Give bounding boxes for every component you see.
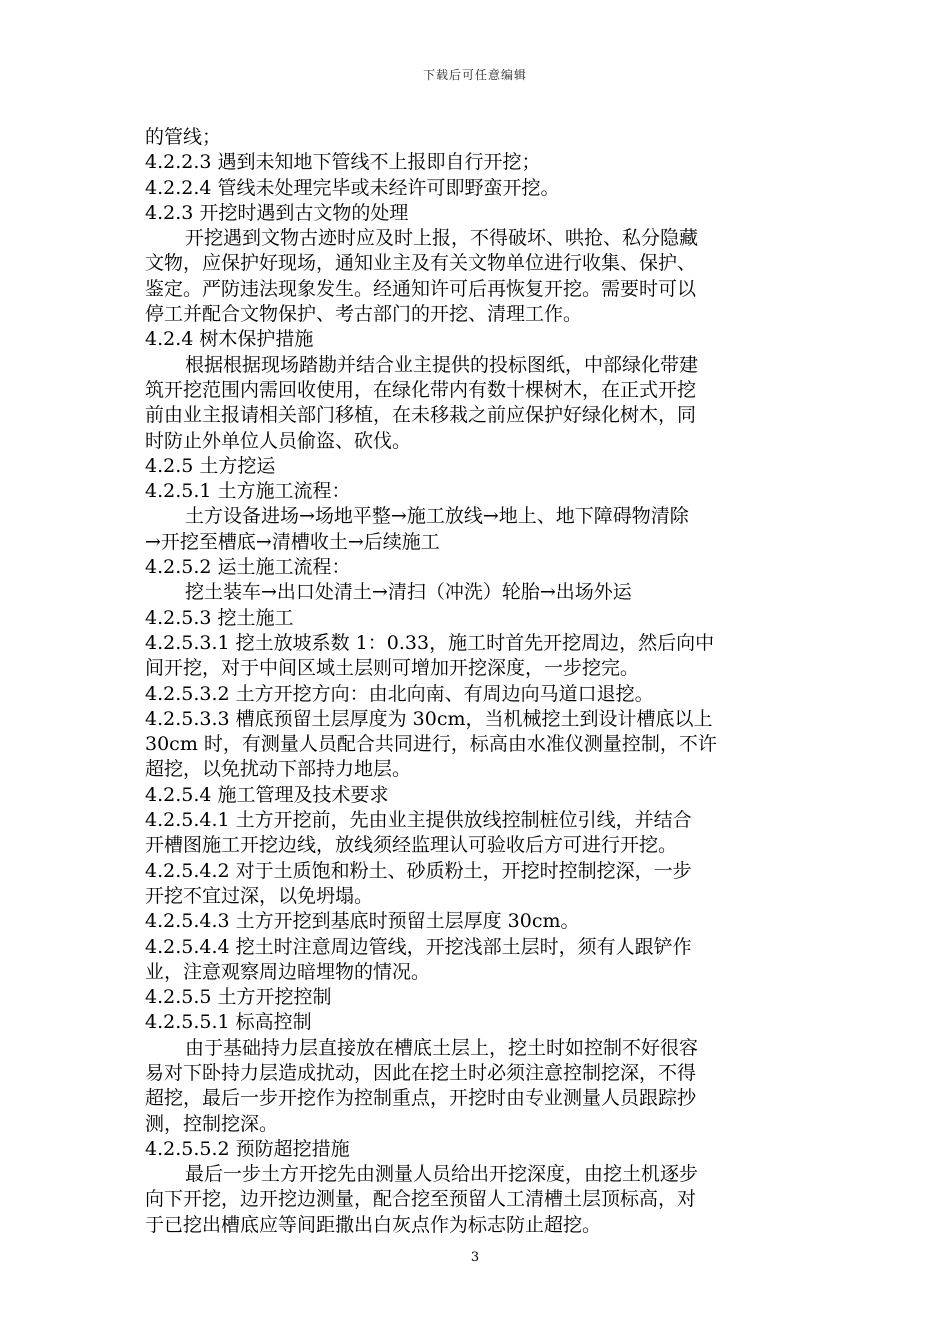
- text-line: 4.2.2.4 管线未处理完毕或未经许可即野蛮开挖。: [145, 176, 560, 199]
- text-line: 挖土装车→出口处清土→清扫（冲洗）轮胎→出场外运: [185, 581, 632, 604]
- text-line: 于已挖出槽底应等间距撒出白灰点作为标志防止超挖。: [145, 1213, 602, 1236]
- text-line: 4.2.5.5.1 标高控制: [145, 1011, 312, 1034]
- text-line: 文物，应保护好现场，通知业主及有关文物单位进行收集、保护、: [145, 252, 697, 275]
- text-line: 4.2.5.4.1 土方开挖前，先由业主提供放线控制桩位引线，并结合: [145, 809, 692, 832]
- text-line: 4.2.5.3 挖土施工: [145, 606, 294, 629]
- text-line: 间开挖，对于中间区域土层则可增加开挖深度，一步挖完。: [145, 657, 640, 680]
- text-line: 测，控制挖深。: [145, 1112, 279, 1135]
- text-line: 前由业主报请相关部门移植，在未移栽之前应保护好绿化树木，同: [145, 404, 697, 427]
- text-line: 4.2.5.3.1 挖土放坡系数 1：0.33，施工时首先开挖周边，然后向中: [145, 631, 715, 654]
- text-line: 停工并配合文物保护、考古部门的开挖、清理工作。: [145, 303, 583, 326]
- text-line: 筑开挖范围内需回收使用，在绿化带内有数十棵树木，在正式开挖: [145, 378, 697, 401]
- text-line: 的管线；: [145, 126, 222, 148]
- page-number: 3: [470, 1250, 480, 1265]
- text-line: 开挖遇到文物古迹时应及时上报，不得破坏、哄抢、私分隐藏: [185, 227, 699, 250]
- page-header: 下载后可任意编辑: [422, 68, 527, 82]
- text-line: 业，注意观察周边暗埋物的情况。: [145, 960, 431, 983]
- text-line: 4.2.5 土方挖运: [145, 454, 276, 477]
- text-line: 4.2.5.5.2 预防超挖措施: [145, 1137, 350, 1160]
- text-line: 4.2.5.3.2 土方开挖方向：由北向南、有周边向马道口退挖。: [145, 682, 654, 705]
- text-line: 4.2.5.1 土方施工流程：: [145, 480, 351, 503]
- text-line: 开挖不宜过深，以免坍塌。: [145, 884, 374, 907]
- text-line: 由于基础持力层直接放在槽底土层上，挖土时如控制不好很容: [185, 1036, 699, 1059]
- text-line: 4.2.4 树木保护措施: [145, 328, 314, 351]
- text-line: 最后一步土方开挖先由测量人员给出开挖深度，由挖土机逐步: [185, 1163, 699, 1186]
- text-line: 4.2.5.5 土方开挖控制: [145, 986, 332, 1009]
- text-line: 4.2.5.4.4 挖土时注意周边管线，开挖浅部土层时，须有人跟铲作: [145, 935, 692, 958]
- text-line: 鉴定。严防违法现象发生。经通知许可后再恢复开挖。需要时可以: [145, 277, 697, 300]
- text-line: →开挖至槽底→清槽收土→后续施工: [145, 530, 440, 553]
- text-line: 时防止外单位人员偷盗、砍伐。: [145, 429, 412, 452]
- text-line: 4.2.5.3.3 槽底预留土层厚度为 30cm，当机械挖土到设计槽底以上: [145, 707, 713, 730]
- text-line: 4.2.5.2 运土施工流程：: [145, 556, 351, 579]
- text-line: 4.2.5.4.2 对于土质饱和粉土、砂质粉土，开挖时控制挖深，一步: [145, 859, 692, 882]
- text-line: 向下开挖，边开挖边测量，配合挖至预留人工清槽土层顶标高，对: [145, 1188, 697, 1211]
- text-line: 30cm 时，有测量人员配合共同进行，标高由水准仪测量控制，不许: [145, 733, 717, 756]
- text-line: 4.2.2.3 遇到未知地下管线不上报即自行开挖；: [145, 151, 541, 174]
- text-line: 4.2.3 开挖时遇到古文物的处理: [145, 201, 409, 224]
- text-line: 易对下卧持力层造成扰动，因此在挖土时必须注意控制挖深，不得: [145, 1061, 697, 1084]
- text-line: 超挖，以免扰动下部持力地层。: [145, 758, 412, 781]
- document-body: [145, 125, 835, 1238]
- text-line: 开槽图施工开挖边线，放线须经监理认可验收后方可进行开挖。: [145, 834, 678, 857]
- text-line: 根据根据现场踏勘并结合业主提供的投标图纸，中部绿化带建: [185, 353, 699, 376]
- text-line: 超挖，最后一步开挖作为控制重点，开挖时由专业测量人员跟踪抄: [145, 1087, 697, 1110]
- text-line: 4.2.5.4.3 土方开挖到基底时预留土层厚度 30cm。: [145, 910, 580, 933]
- text-line: 土方设备进场→场地平整→施工放线→地上、地下障碍物清除: [185, 505, 689, 528]
- text-line: 4.2.5.4 施工管理及技术要求: [145, 783, 389, 806]
